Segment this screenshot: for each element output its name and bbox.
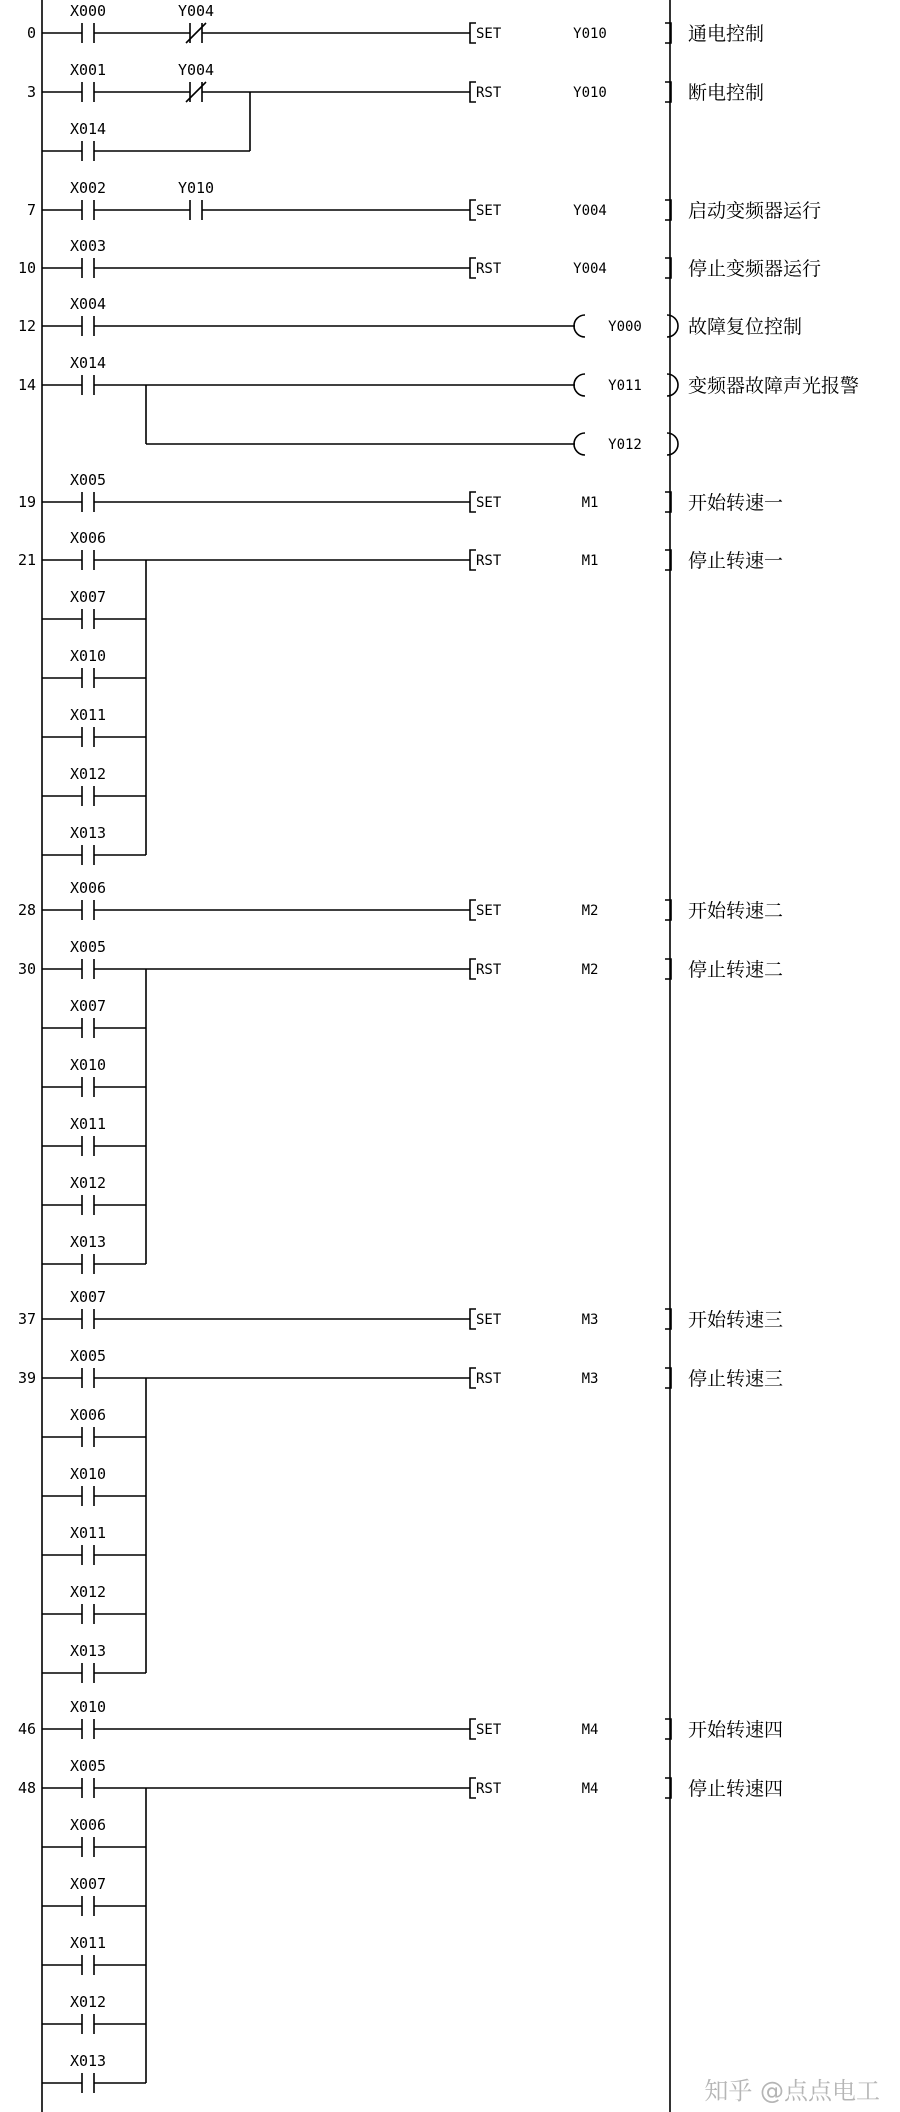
instruction-name: SET	[476, 1312, 502, 1328]
contact-x011-label: X011	[69, 1115, 107, 1133]
instruction-name: RST	[476, 553, 502, 569]
contact-x014-label: X014	[69, 354, 107, 372]
contact-x004-label: X004	[69, 295, 107, 313]
step-number: 3	[26, 83, 36, 101]
rung-comment: 开始转速四	[688, 1719, 784, 1741]
watermark: 知乎 @点点电工	[704, 2077, 880, 2105]
contact-x013-label: X013	[69, 1642, 107, 1660]
step-number: 14	[17, 376, 36, 394]
coil-left-arc	[574, 315, 585, 337]
contact-x010-label: X010	[69, 1698, 107, 1716]
contact-x012-label: X012	[69, 1993, 107, 2011]
step-number: 21	[17, 551, 36, 569]
coil-right-arc	[667, 374, 678, 396]
contact-x003-label: X003	[69, 237, 107, 255]
contact-x006-label: X006	[69, 1406, 107, 1424]
contact-x007-label: X007	[69, 997, 107, 1015]
contact-x014-label: X014	[69, 120, 107, 138]
instruction-operand: M2	[581, 903, 599, 919]
instruction-name: RST	[476, 1371, 502, 1387]
instruction-name: SET	[476, 1722, 502, 1738]
contact-x007-label: X007	[69, 588, 107, 606]
step-number: 19	[17, 493, 36, 511]
instruction-operand: M3	[581, 1312, 599, 1328]
contact-x005-label: X005	[69, 938, 107, 956]
instruction-operand: M4	[581, 1781, 599, 1797]
coil-right-arc	[667, 315, 678, 337]
rung-comment: 故障复位控制	[688, 316, 803, 338]
rung-comment: 开始转速三	[688, 1309, 784, 1331]
instruction-name: SET	[476, 903, 502, 919]
rung-comment: 启动变频器运行	[688, 200, 822, 222]
rung-comment: 停止转速二	[688, 959, 784, 981]
contact-x007-label: X007	[69, 1288, 107, 1306]
contact-x011-label: X011	[69, 706, 107, 724]
rung-comment: 开始转速二	[688, 900, 784, 922]
contact-x010-label: X010	[69, 1056, 107, 1074]
coil-operand: Y011	[608, 378, 642, 394]
contact-x011-label: X011	[69, 1524, 107, 1542]
contact-y010-label: Y010	[177, 179, 215, 197]
contact-x013-label: X013	[69, 1233, 107, 1251]
step-number: 12	[17, 317, 36, 335]
instruction-operand: Y004	[573, 203, 607, 219]
instruction-operand: Y010	[573, 85, 607, 101]
instruction-name: SET	[476, 495, 502, 511]
rung-comment: 通电控制	[688, 23, 765, 45]
rung-comment: 停止变频器运行	[688, 258, 822, 280]
step-number: 48	[17, 1779, 36, 1797]
step-number: 7	[26, 201, 36, 219]
contact-x006-label: X006	[69, 879, 107, 897]
step-number: 39	[17, 1369, 36, 1387]
contact-x005-label: X005	[69, 471, 107, 489]
instruction-name: RST	[476, 1781, 502, 1797]
contact-y004-label: Y004	[177, 2, 215, 20]
rung-comment: 变频器故障声光报警	[688, 375, 860, 397]
contact-x000-label: X000	[69, 2, 107, 20]
instruction-name: SET	[476, 26, 502, 42]
contact-x011-label: X011	[69, 1934, 107, 1952]
contact-x006-label: X006	[69, 529, 107, 547]
instruction-operand: Y004	[573, 261, 607, 277]
contact-x005-label: X005	[69, 1347, 107, 1365]
instruction-name: SET	[476, 203, 502, 219]
step-number: 37	[17, 1310, 36, 1328]
instruction-operand: M4	[581, 1722, 599, 1738]
coil-operand: Y012	[608, 437, 642, 453]
rung-comment: 开始转速一	[688, 492, 784, 514]
rung-comment: 停止转速一	[688, 550, 784, 572]
instruction-name: RST	[476, 962, 502, 978]
contact-x010-label: X010	[69, 1465, 107, 1483]
contact-x010-label: X010	[69, 647, 107, 665]
step-number: 28	[17, 901, 36, 919]
contact-x006-label: X006	[69, 1816, 107, 1834]
contact-x012-label: X012	[69, 1174, 107, 1192]
contact-x012-label: X012	[69, 765, 107, 783]
contact-y004-label: Y004	[177, 61, 215, 79]
step-number: 30	[17, 960, 36, 978]
coil-left-arc	[574, 374, 585, 396]
contact-x013-label: X013	[69, 2052, 107, 2070]
instruction-operand: M2	[581, 962, 599, 978]
contact-x005-label: X005	[69, 1757, 107, 1775]
rung-comment: 停止转速四	[688, 1778, 784, 1800]
instruction-operand: M3	[581, 1371, 599, 1387]
contact-x007-label: X007	[69, 1875, 107, 1893]
contact-x002-label: X002	[69, 179, 107, 197]
coil-left-arc	[574, 433, 585, 455]
instruction-name: RST	[476, 261, 502, 277]
contact-x013-label: X013	[69, 824, 107, 842]
coil-operand: Y000	[608, 319, 642, 335]
coil-right-arc	[667, 433, 678, 455]
contact-x012-label: X012	[69, 1583, 107, 1601]
contact-x001-label: X001	[69, 61, 107, 79]
step-number: 10	[17, 259, 36, 277]
instruction-operand: M1	[581, 495, 599, 511]
step-number: 46	[17, 1720, 36, 1738]
instruction-operand: Y010	[573, 26, 607, 42]
rung-comment: 断电控制	[688, 82, 765, 104]
instruction-operand: M1	[581, 553, 599, 569]
rung-comment: 停止转速三	[688, 1368, 784, 1390]
instruction-name: RST	[476, 85, 502, 101]
step-number: 0	[26, 24, 36, 42]
